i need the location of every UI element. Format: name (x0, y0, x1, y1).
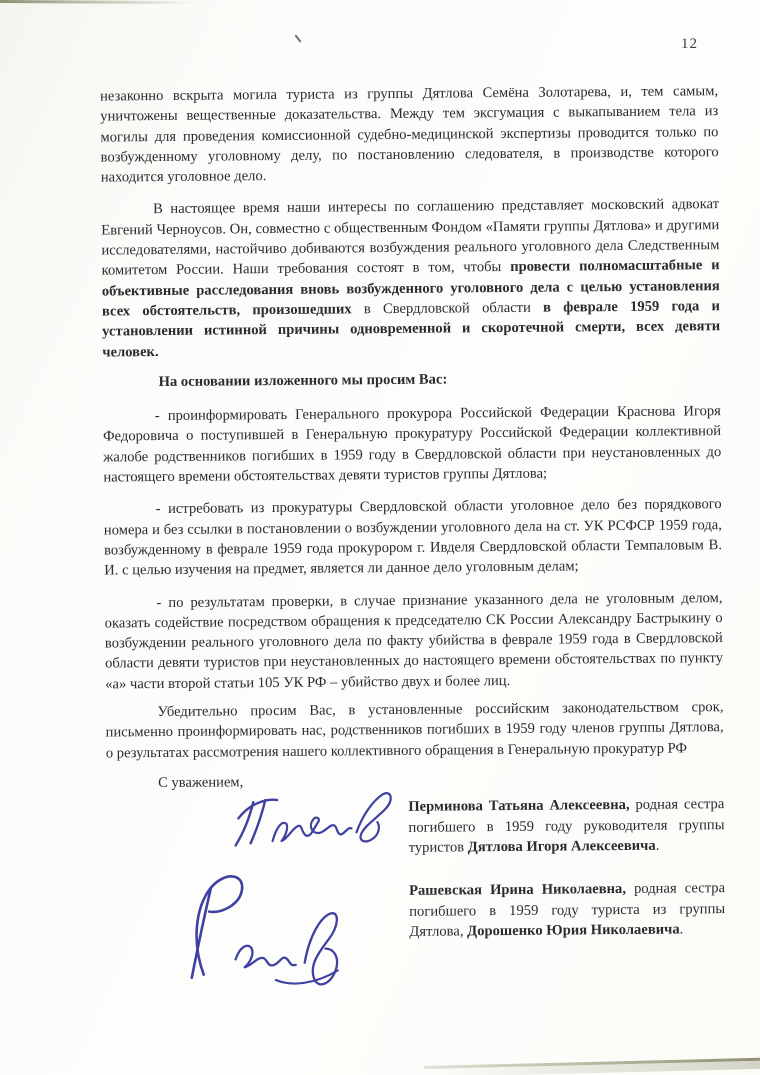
request-item-3: - по результатам проверки, в случае признание указанного дела не уголовным делом, оказать содействие посредством обращения к председателю СК России Александру Бастрыкину о возбуждении реального уголовного дела по факту убийства в феврале 1959 года в Свердловской области девяти туристов при неустановленных до настоящего времени обстоятельствах по пункту «а» части второй статьи 105 УК РФ – убийство двух и более лиц. (104, 589, 724, 693)
signer-row-perminova (106, 794, 725, 873)
pen-mark (294, 34, 301, 42)
signer-caption-perminova: Перминова Татьяна Алексеевна, родная сестра погибшего в 1959 году руководителя группы туристов Дятлова Игоря Алексеевича. (408, 796, 725, 856)
signer-row-rashevskaya (107, 878, 726, 957)
request-heading: На основании изложенного мы просим Вас: (158, 371, 448, 390)
request-item-2: - истребовать из прокуратуры Свердловской области уголовное дело без порядкового номера и без ссылки в постановлении о возбуждении уголовного дела на ст. УК РСФСР 1959 года, возбужденному в феврале 1959 года прокурором г. Ивделя Свердловской области Темпаловым В. И. с целью изучения на предмет, является ли данное дело уголовным делам; (103, 496, 723, 579)
signature-perminova-ink (224, 781, 403, 865)
closing-salutation: С уважением, (158, 774, 244, 791)
signature-rashevskaya-ink (177, 869, 378, 997)
paragraph-continuation: незаконно вскрыта могила туриста из группы Дятлова Семёна Золотарева, и, тем самым, уничтожены вещественные доказательства. Между тем эксгумация с выкапыванием тела из могилы для проведения комиссионной судебно-медицинской экспертизы проводится только по возбужденному уголовному делу, по постановлению следователя, в производстве которого находится уголовное дело. (100, 83, 719, 186)
paragraph-representation: В настоящее время наши интересы по соглашению представляет московский адвокат Евгений Черноусов. Он, совместно с общественным Фондом «Памяти группы Дятлова» и другими исследователями, настойчиво добиваются возбуждения реального уголовного дела Следственным комитетом России. Наши требования состоят в том, чтобы провести полномасштабные и объективные расследования вновь возбужденного уголовного дела с целью установления всех обстоятельств, произошедших в Свердловской области в феврале 1959 года и установлении истинной причины одновременной и скоротечной смерти, всех девяти человек. (101, 196, 721, 361)
request-item-1: - проинформировать Генерального прокурора Российской Федерации Краснова Игоря Федоровича о поступившей в Генеральную прокуратуру Российской Федерации коллективной жалобе родственников погибших в 1959 году в Свердловской области при неустановленных до настоящего времени обстоятельствах девяти туристов группы Дятлова; (102, 403, 722, 486)
signer-caption-rashevskaya: Рашевская Ирина Николаевна, родная сестра погибшего в 1959 году туриста из группы Дятлова, Дорошенко Юрия Николаевича. (408, 880, 726, 940)
final-paragraph: Убедительно просим Вас, в установленные российским законодательством срок, письменно проинформировать нас, родственников погибших в 1959 году членов группы Дятлова, о результатах рассмотрения нашего коллективного обращения в Генеральную прокуратур РФ (105, 699, 724, 762)
scan-edge-top (0, 0, 195, 4)
letter-body (100, 81, 726, 968)
page-number: 12 (681, 36, 698, 52)
